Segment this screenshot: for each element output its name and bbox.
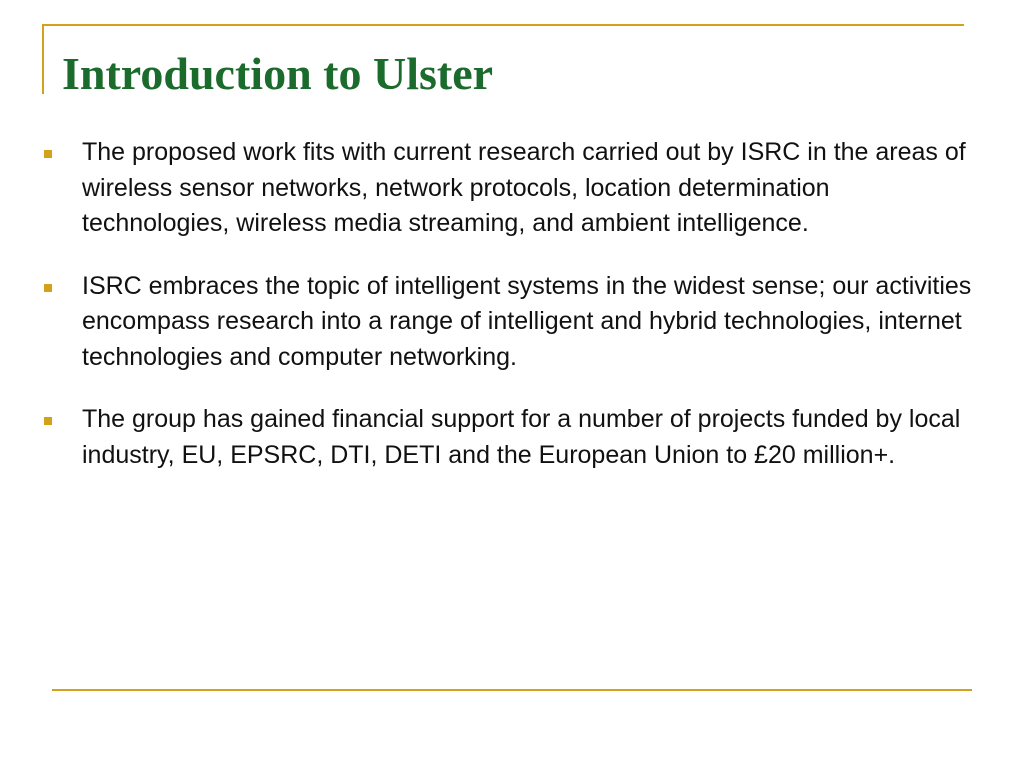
square-bullet-icon <box>44 284 52 292</box>
bullet-item <box>40 269 975 376</box>
square-bullet-icon <box>44 150 52 158</box>
bullet-item <box>40 135 975 242</box>
square-bullet-icon <box>44 417 52 425</box>
bullet-list <box>40 135 975 500</box>
bullet-text: The group has gained financial support for a number of projects funded by local industry, EU, EPSRC, DTI, DETI and the European Union to £20 million+. <box>82 405 961 469</box>
slide-title: Introduction to Ulster <box>62 48 494 99</box>
bullet-text: The proposed work fits with current research carried out by ISRC in the areas of wireless sensor networks, network protocols, location determination technologies, wireless media streaming, and ambient intelligence. <box>82 138 966 237</box>
bottom-border-line <box>52 689 972 691</box>
bullet-text: ISRC embraces the topic of intelligent systems in the widest sense; our activities encompass research into a range of intelligent and hybrid technologies, internet technologies and computer networking. <box>82 271 972 371</box>
bullet-item <box>40 402 975 473</box>
left-border-line <box>42 24 44 94</box>
top-border-line <box>42 24 964 26</box>
